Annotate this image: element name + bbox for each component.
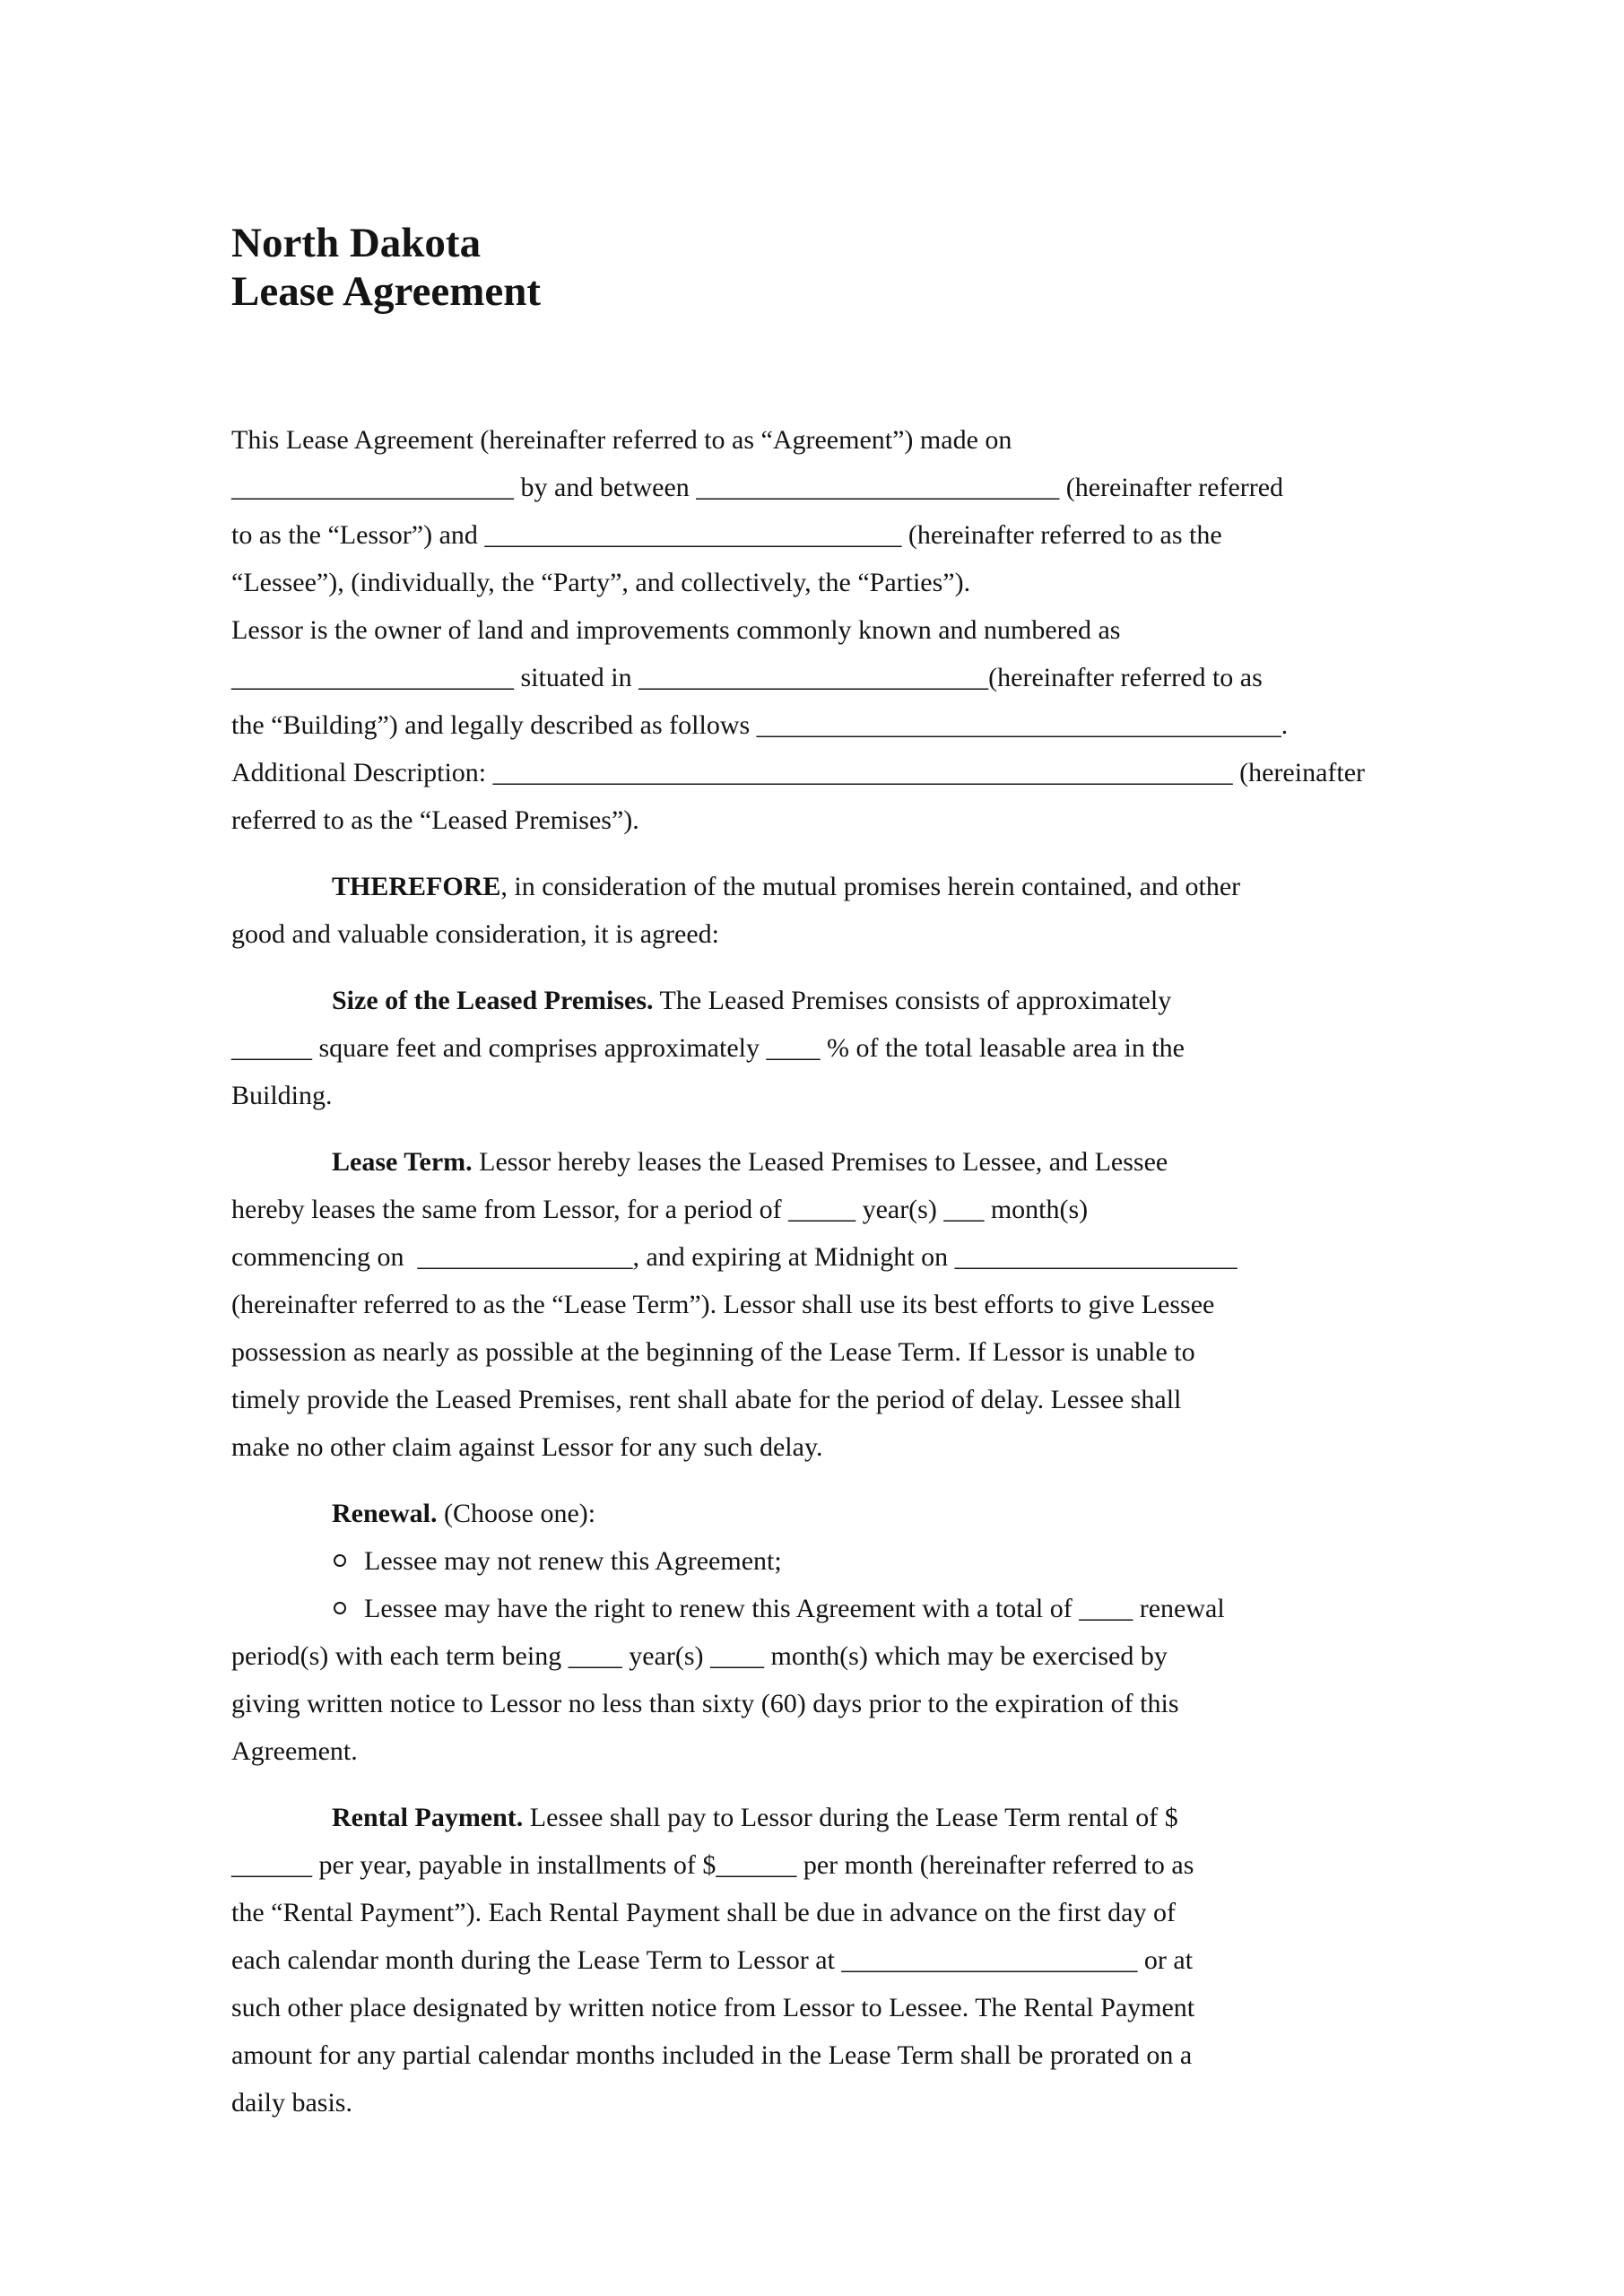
text-line <box>231 1072 1424 1119</box>
clause-text: _____________________ situated in __________________________(hereinafter referred to as <box>231 663 1263 692</box>
text-line <box>231 2079 1424 2126</box>
paragraph-renewal <box>231 1490 1424 1775</box>
clause-text: _____________________ by and between ___________________________ (hereinafter referred <box>231 473 1284 502</box>
text-line <box>231 749 1424 796</box>
clause-text: ______ square feet and comprises approximately ____ % of the total leasable area in the <box>231 1033 1185 1063</box>
clause-text: commencing on ________________, and expiring at Midnight on _____________________ <box>231 1242 1238 1272</box>
clause-text: “Lessee”), (individually, the “Party”, and collectively, the “Parties”). <box>231 568 971 597</box>
title-line-doc-type: Lease Agreement <box>231 268 541 315</box>
text-line <box>231 654 1424 701</box>
clause-text: (Choose one): <box>437 1499 596 1528</box>
clause-text: good and valuable consideration, it is agreed: <box>231 919 719 949</box>
clause-text: Lessee may not renew this Agreement; <box>364 1546 782 1576</box>
text-line <box>231 910 1424 958</box>
clause-text: (hereinafter referred to as the “Lease Term”). Lessor shall use its best efforts to give Lessee <box>231 1290 1215 1319</box>
clause-text: period(s) with each term being ____ year(s) ____ month(s) which may be exercised by <box>231 1641 1168 1671</box>
text-line <box>231 1328 1424 1376</box>
paragraph-parties-intro <box>231 416 1424 844</box>
clause-text: make no other claim against Lessor for any such delay. <box>231 1432 823 1462</box>
text-line <box>231 559 1424 606</box>
text-line <box>231 1024 1424 1072</box>
clause-text: Additional Description: _______________________________________________________ (hereinafter <box>231 758 1366 787</box>
text-line <box>231 1889 1424 1936</box>
clause-text: Lessor hereby leases the Leased Premises to Lessee, and Lessee <box>472 1147 1168 1177</box>
clause-text: to as the “Lessor”) and _______________________________ (hereinafter referred to as the <box>231 520 1222 550</box>
text-line <box>231 1537 1424 1585</box>
text-line <box>231 416 1424 464</box>
text-line <box>231 1936 1424 1984</box>
text-line <box>231 863 1424 910</box>
paragraph-therefore-clause <box>231 863 1424 958</box>
text-line <box>231 606 1424 654</box>
clause-text: such other place designated by written notice from Lessor to Lessee. The Rental Payment <box>231 1993 1195 2022</box>
text-line <box>231 1794 1424 1841</box>
text-line <box>231 1281 1424 1328</box>
text-line <box>231 796 1424 844</box>
clause-text: ______ per year, payable in installments of $______ per month (hereinafter referred to as <box>231 1850 1194 1880</box>
clause-text: This Lease Agreement (hereinafter referred to as “Agreement”) made on <box>231 425 1012 455</box>
text-line <box>231 1585 1424 1632</box>
text-line <box>231 2031 1424 2079</box>
clause-text: Lessee shall pay to Lessor during the Lease Term rental of $ <box>523 1803 1178 1832</box>
clause-text: Lessor is the owner of land and improvements commonly known and numbered as <box>231 615 1121 645</box>
clause-text: hereby leases the same from Lessor, for a period of _____ year(s) ___ month(s) <box>231 1195 1089 1224</box>
text-line <box>231 1423 1424 1471</box>
clause-text: each calendar month during the Lease Term to Lessor at ______________________ or at <box>231 1945 1194 1975</box>
document-body <box>231 416 1424 2126</box>
text-line <box>231 701 1424 749</box>
clause-text: timely provide the Leased Premises, rent shall abate for the period of delay. Lessee shall <box>231 1385 1182 1414</box>
text-line <box>231 1376 1424 1423</box>
text-line <box>231 1680 1424 1727</box>
paragraph-lease-term <box>231 1138 1424 1471</box>
clause-text: amount for any partial calendar months included in the Lease Term shall be prorated on a <box>231 2040 1193 2070</box>
text-line <box>231 1984 1424 2031</box>
text-line <box>231 1186 1424 1233</box>
clause-text: The Leased Premises consists of approximately <box>653 986 1172 1015</box>
clause-heading: Rental Payment. <box>332 1803 524 1832</box>
clause-text: referred to as the “Leased Premises”). <box>231 805 639 835</box>
lease-agreement-document <box>231 219 1424 2126</box>
clause-heading: Renewal. <box>332 1499 438 1528</box>
clause-heading: Lease Term. <box>332 1147 473 1177</box>
clause-heading: Size of the Leased Premises. <box>332 986 654 1015</box>
paragraph-rental-payment <box>231 1794 1424 2126</box>
clause-text: , in consideration of the mutual promises herein contained, and other <box>500 872 1241 901</box>
clause-heading: THEREFORE <box>332 872 501 901</box>
clause-text: daily basis. <box>231 2088 352 2118</box>
text-line <box>231 1138 1424 1186</box>
clause-text: giving written notice to Lessor no less than sixty (60) days prior to the expiration of this <box>231 1689 1179 1718</box>
text-line <box>231 1727 1424 1775</box>
text-line <box>231 464 1424 511</box>
text-line <box>231 511 1424 559</box>
document-title <box>231 219 1424 316</box>
clause-text: the “Building”) and legally described as follows _______________________________________. <box>231 710 1289 740</box>
clause-text: Agreement. <box>231 1736 358 1766</box>
clause-text: Building. <box>231 1081 333 1110</box>
paragraph-size-of-leased-premises <box>231 977 1424 1119</box>
title-line-state: North Dakota <box>231 220 482 266</box>
choice-radio-icon <box>334 1554 346 1567</box>
choice-radio-icon <box>334 1602 346 1614</box>
clause-text: possession as nearly as possible at the beginning of the Lease Term. If Lessor is unable to <box>231 1337 1195 1367</box>
text-line <box>231 977 1424 1024</box>
text-line <box>231 1632 1424 1680</box>
clause-text: the “Rental Payment”). Each Rental Payment shall be due in advance on the first day of <box>231 1898 1176 1927</box>
text-line <box>231 1490 1424 1537</box>
text-line <box>231 1841 1424 1889</box>
clause-text: Lessee may have the right to renew this Agreement with a total of ____ renewal <box>364 1594 1225 1623</box>
text-line <box>231 1233 1424 1281</box>
